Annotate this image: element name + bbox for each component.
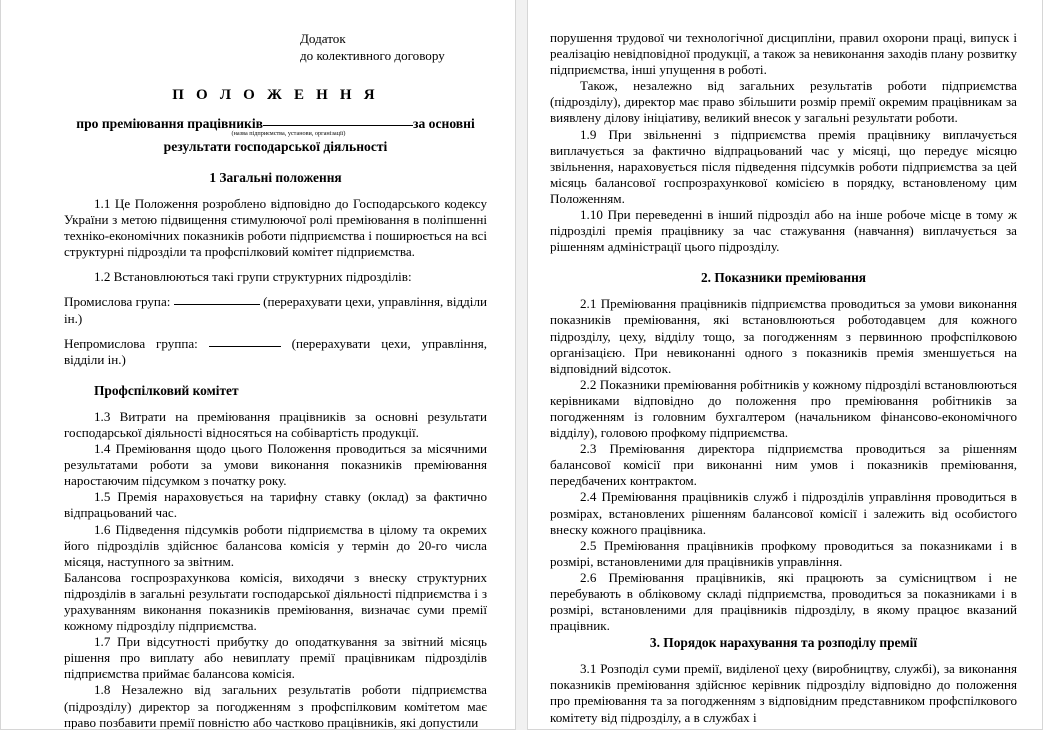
organization-blank-caption: (назва підприємства, установи, організації) — [231, 130, 346, 137]
spacer-between-groups — [64, 327, 487, 336]
spacer-before-profkom — [64, 368, 487, 382]
top-spacer-page-2 — [550, 0, 1017, 30]
subtitle-text-before: про преміювання працівників — [76, 116, 263, 131]
paragraph-2-1: 2.1 Преміювання працівників підприємства проводиться за умови виконання показників преміювання, які встановлюються роботодавцем для кожного підрозділу, цеху, відділу тощо, за погодженням з первинною профспілковою організацією. При невиконанні одного з показників премія зменшується на відповідний відсоток. — [550, 296, 1017, 376]
paragraph-2-3: 2.3 Преміювання директора підприємства проводиться за рішенням балансової комісії при виконанні ним умов і показників преміювання, передбачених контрактом. — [550, 441, 1017, 489]
paragraph-1-6-continued: Балансова госпрозрахункова комісія, виходячи з внеску структурних підрозділів в загальні результати господарської діяльності підприємства і з урахуванням виконання показників преміювання, визначає суми премії кожному підрозділу підприємства. — [64, 569, 487, 634]
paragraph-1-8: 1.8 Незалежно від загальних результатів роботи підприємства (підрозділу) директор за погодженням з профспілковим комітетом має право позбавити премії повністю або частково працівників, які допустили — [64, 682, 487, 730]
paragraph-1-9: 1.9 При звільненні з підприємства премія працівнику виплачується виплачується за фактично відпрацьований час у місяці, що передує місяцю звільнення, нараховується після підведення підсумків роботи підприємства за цей місяць балансової госпрозрахункової комісією в порядку, встановленому цим Положенням. — [550, 126, 1017, 206]
paragraph-2-4: 2.4 Преміювання працівників служб і підрозділів управління проводиться в розмірах, встановлених рішенням балансової комісії і залежить від особистого внеску кожного працівника. — [550, 489, 1017, 537]
paragraph-1-8-continued: порушення трудової чи технологічної дисципліни, правил охорони праці, випуск і реалізацію невідповідної продукції, а також за невиконання заходів плану розвитку підприємства, інші упущення в роботі. — [550, 30, 1017, 78]
paragraph-2-5: 2.5 Преміювання працівників профкому проводиться за показниками і в розмірі, встановленими для працівників управління. — [550, 537, 1017, 569]
section-3-heading: 3. Порядок нарахування та розподілу премії — [649, 635, 918, 651]
paragraph-3-1: 3.1 Розподіл суми премії, виділеної цеху (виробництву, службі), за виконання показників преміювання здійснює керівник підрозділу відповідно до положення про преміювання та за погодженням з відповідним представником профспілкового комітету від підрозділу, а в службах і — [550, 661, 1017, 725]
paragraph-1-10: 1.10 При переведенні в інший підрозділ або на інше робоче місце в тому ж підрозділі премія працівнику за час стажування (навчання) виплачується за рішенням адміністрації цього підрозділу. — [550, 207, 1017, 255]
page-2-content — [528, 0, 1042, 726]
spacer-after-section-3-heading — [550, 652, 1017, 661]
industrial-group-note: (перерахувати цехи, управління, відділи ін.) — [64, 294, 487, 326]
paragraph-1-3: 1.3 Витрати на преміювання працівників за основні результати господарської діяльності відносяться на собівартість продукції. — [64, 408, 487, 440]
section-1-heading: 1 Загальні положення — [209, 170, 342, 185]
document-title: П О Л О Ж Е Н Н Я — [172, 87, 379, 103]
document-page-2 — [527, 0, 1043, 730]
paragraph-1-7: 1.7 При відсутності прибутку до оподаткування за звітний місяць рішення про виплату або невиплату премії працівникам підрозділів підприємства приймає балансова комісія. — [64, 634, 487, 682]
header-spacer — [64, 64, 487, 85]
subtitle-spacer — [64, 155, 487, 169]
addendum-header — [300, 30, 487, 64]
industrial-group-row — [64, 294, 487, 326]
paragraph-also: Також, незалежно від загальних результатів роботи підприємства (підрозділу), директор має право збільшити розмір премії окремим працівникам за виявлену ділову ініціативу, великий внесок у загальні результати роботи. — [550, 78, 1017, 126]
top-spacer — [64, 0, 487, 30]
paragraph-1-4: 1.4 Преміювання щодо цього Положення проводиться за місячними результатами роботи за умови виконання показників преміювання наростаючим підсумком з початку року. — [64, 441, 487, 489]
nonindustrial-group-row — [64, 336, 487, 368]
spacer-after-1-1 — [64, 260, 487, 269]
spacer-after-1-2 — [64, 285, 487, 294]
organization-name-blank[interactable] — [263, 114, 413, 126]
section-1-spacer — [64, 187, 487, 196]
spacer-after-profkom — [64, 400, 487, 409]
paragraph-1-5: 1.5 Премія нараховується на тарифну ставку (оклад) за фактично відпрацьований час. — [64, 489, 487, 521]
document-page-1 — [0, 0, 516, 730]
page-1-content — [1, 0, 515, 730]
paragraph-2-6: 2.6 Преміювання працівників, які працюють за сумісництвом і не перебувають в обліковому складі підприємства, проводиться за показниками і в розмірі, встановленими для працівників підрозділу, в якому працює вказаний працівник. — [550, 569, 1017, 634]
addendum-line-1: Додаток — [300, 31, 346, 46]
document-subtitle-line-2: результати господарської діяльності — [163, 139, 388, 154]
spacer-after-section-2-heading — [550, 287, 1017, 296]
addendum-line-2: до колективного договору — [300, 48, 445, 63]
nonindustrial-group-note: (перерахувати цехи, управління, відділи ін.) — [64, 335, 487, 367]
paragraph-2-2: 2.2 Показники преміювання робітників у кожному підрозділі встановлюються керівниками відповідно до положення про преміювання робітників за погодженням із головним бухгалтером (начальником фінансово-економічного відділу), головою профкому підприємства. — [550, 376, 1017, 441]
nonindustrial-group-label: Непромислова группа: — [64, 335, 198, 351]
page-separator-gap — [516, 0, 527, 730]
nonindustrial-group-blank[interactable] — [209, 336, 281, 347]
paragraph-1-6: 1.6 Підведення підсумків роботи підприємства в цілому та окремих його підрозділів здійснює балансова комісія у термін до 20-го числа місяця, наступного за звітним. — [64, 521, 487, 569]
title-spacer — [64, 105, 487, 114]
paragraph-1-2: 1.2 Встановлюються такі групи структурних підрозділів: — [94, 269, 412, 285]
paragraph-1-1: 1.1 Це Положення розроблено відповідно до Господарського кодексу України з метою підвищення стимулюючої ролі преміювання в поліпшенні техніко-економічних показників роботи підприємства і поширюється на всі структурні підрозділи та профспілковий комітет підприємства. — [64, 196, 487, 260]
industrial-group-blank[interactable] — [174, 294, 260, 305]
spacer-before-section-2 — [550, 255, 1017, 269]
subtitle-text-after: за основні — [413, 116, 475, 131]
subheading-trade-union-committee: Профспілковий комітет — [94, 382, 239, 398]
industrial-group-label: Промислова група: — [64, 294, 171, 310]
section-2-heading: 2. Показники преміювання — [700, 270, 867, 286]
